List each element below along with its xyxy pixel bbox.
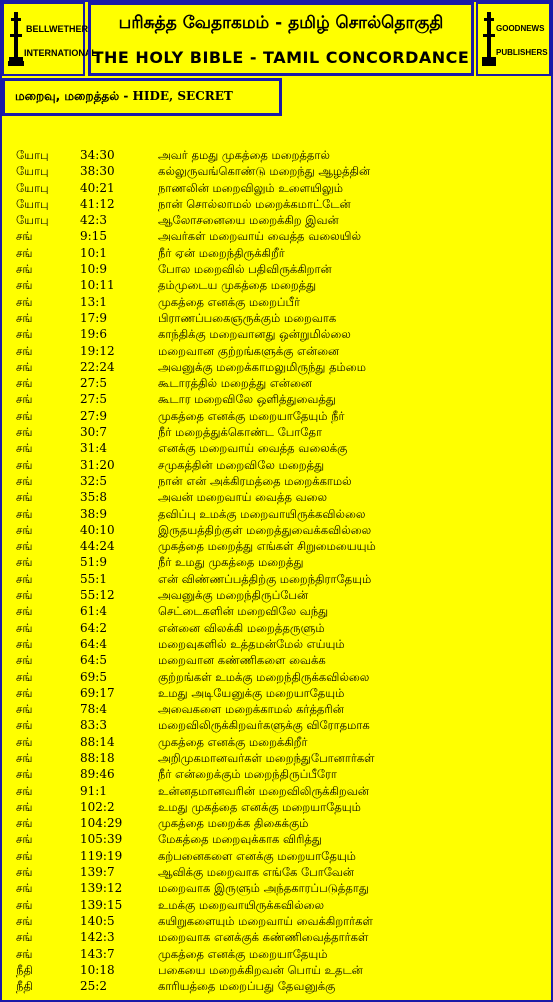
- list-item: [0, 180, 553, 196]
- list-item: [0, 326, 553, 342]
- list-item: [0, 962, 553, 978]
- list-item: [0, 277, 553, 293]
- verse-excerpt: உன்னதமானவரின் மறைவிலிருக்கிறவன்: [158, 783, 369, 798]
- book-name: சங்: [16, 506, 33, 521]
- book-name: சங்: [16, 294, 33, 309]
- verse-reference: 55:12: [80, 588, 115, 603]
- book-name: சங்: [16, 832, 33, 847]
- verse-reference: 102:2: [80, 799, 115, 814]
- list-item: [0, 897, 553, 913]
- list-item: [0, 245, 553, 261]
- book-name: சங்: [16, 245, 33, 260]
- verse-reference: 25:2: [80, 979, 107, 994]
- verse-excerpt: காரியத்தை மறைப்பது தேவனுக்கு: [158, 979, 336, 994]
- list-item: [0, 473, 553, 489]
- verse-reference: 105:39: [80, 832, 123, 847]
- verse-reference: 69:17: [80, 685, 115, 700]
- verse-reference: 17:9: [80, 310, 107, 325]
- list-item: [0, 343, 553, 359]
- book-name: சங்: [16, 897, 33, 912]
- book-name: சங்: [16, 913, 33, 928]
- book-name: சங்: [16, 441, 33, 456]
- verse-reference: 9:15: [80, 229, 107, 244]
- book-name: சங்: [16, 376, 33, 391]
- verse-reference: 64:4: [80, 636, 107, 651]
- book-name: நீதி: [16, 962, 33, 977]
- book-name: சங்: [16, 571, 33, 586]
- list-item: [0, 750, 553, 766]
- verse-excerpt: சமுகத்தின் மறைவிலே மறைத்து: [158, 457, 325, 472]
- list-item: [0, 685, 553, 701]
- verse-reference: 139:12: [80, 881, 123, 896]
- verse-excerpt: நான் என் அக்கிரமத்தை மறைக்காமல்: [158, 473, 352, 488]
- verse-reference: 34:30: [80, 148, 115, 162]
- verse-excerpt: நீர் உமது முகத்தை மறைத்து: [158, 555, 304, 570]
- verse-excerpt: என்னை விலக்கி மறைத்தருளும்: [158, 620, 325, 635]
- verse-reference: 10:18: [80, 962, 115, 977]
- verse-excerpt: போல மறைவில் பதிவிருக்கிறான்: [158, 262, 332, 277]
- verse-excerpt: அவைகளை மறைக்காமல் கர்த்தரின்: [158, 702, 344, 717]
- list-item: [0, 554, 553, 570]
- verse-excerpt: என் விண்ணப்பத்திற்கு மறைந்திராதேயும்: [158, 571, 372, 586]
- topic-heading: [15, 89, 233, 105]
- verse-reference: 139:15: [80, 897, 123, 912]
- verse-excerpt: குற்றங்கள் உமக்கு மறைந்திருக்கவில்லை: [158, 669, 370, 684]
- lamp-stand-icon: [482, 10, 496, 72]
- verse-reference: 10:9: [80, 262, 107, 277]
- book-name: சங்: [16, 685, 33, 700]
- verse-excerpt: மேகத்தை மறைவுக்காக விரித்து: [158, 832, 322, 847]
- list-item: [0, 669, 553, 685]
- book-name: சங்: [16, 930, 33, 945]
- book-name: சங்: [16, 734, 33, 749]
- list-item: [0, 946, 553, 962]
- verse-reference: 41:12: [80, 196, 115, 211]
- book-name: யோபு: [16, 164, 49, 179]
- verse-excerpt: கற்பனைகளை எனக்கு மறையாதேயும்: [158, 848, 356, 863]
- list-item: [0, 391, 553, 407]
- book-name: சங்: [16, 946, 33, 961]
- list-item: [0, 457, 553, 473]
- verse-excerpt: அவன் மறைவாய் வைத்த வலை: [158, 490, 328, 505]
- verse-reference: 27:5: [80, 392, 107, 407]
- topic-english: HIDE, SECRET: [132, 89, 233, 103]
- verse-reference: 89:46: [80, 767, 115, 782]
- book-name: சங்: [16, 278, 33, 293]
- verse-excerpt: முகத்தை எனக்கு மறையாதேயும்: [158, 946, 328, 961]
- verse-excerpt: இருதயத்திற்குள் மறைத்துவைக்கவில்லை: [158, 522, 372, 537]
- book-name: சங்: [16, 262, 33, 277]
- verse-reference: 27:5: [80, 376, 107, 391]
- book-name: நீதி: [16, 979, 33, 994]
- verse-excerpt: ஆவிக்கு மறைவாக எங்கே போவேன்: [158, 865, 355, 880]
- verse-reference: 140:5: [80, 913, 115, 928]
- list-item: [0, 359, 553, 375]
- verse-reference: 30:7: [80, 425, 107, 440]
- verse-reference: 10:11: [80, 278, 115, 293]
- verse-excerpt: உமது முகத்தை எனக்கு மறையாதேயும்: [158, 799, 361, 814]
- verse-reference: 35:8: [80, 490, 107, 505]
- verse-excerpt: மறைவாக இருளும் அந்தகாரப்படுத்தாது: [158, 881, 369, 896]
- list-item: [0, 571, 553, 587]
- book-name: சங்: [16, 881, 33, 896]
- verse-excerpt: கூடார மறைவிலே ஒளித்துவைத்து: [158, 392, 336, 407]
- book-name: சங்: [16, 539, 33, 554]
- list-item: [0, 489, 553, 505]
- book-name: சங்: [16, 588, 33, 603]
- book-name: சங்: [16, 555, 33, 570]
- verse-reference: 64:5: [80, 653, 107, 668]
- book-name: சங்: [16, 392, 33, 407]
- topic-tamil: மறைவு, மறைத்தல் -: [15, 89, 129, 103]
- verse-reference: 139:7: [80, 865, 115, 880]
- concordance-list: [0, 147, 553, 994]
- list-item: [0, 424, 553, 440]
- verse-excerpt: உமக்கு மறைவாயிருக்கவில்லை: [158, 897, 325, 912]
- list-item: [0, 717, 553, 733]
- list-item: [0, 212, 553, 228]
- verse-excerpt: முகத்தை எனக்கு மறையாதேயும் நீர்: [158, 408, 345, 423]
- verse-excerpt: மறைவிலிருக்கிறவர்களுக்கு விரோதமாக: [158, 718, 370, 733]
- book-name: சங்: [16, 359, 33, 374]
- list-item: [0, 831, 553, 847]
- list-item: [0, 408, 553, 424]
- book-name: சங்: [16, 490, 33, 505]
- book-name: யோபு: [16, 148, 49, 162]
- book-name: சங்: [16, 327, 33, 342]
- book-name: சங்: [16, 343, 33, 358]
- verse-reference: 40:10: [80, 522, 115, 537]
- list-item: [0, 261, 553, 277]
- verse-excerpt: அவனுக்கு மறைக்காமலுமிருந்து தம்மை: [158, 359, 366, 374]
- verse-reference: 19:6: [80, 327, 107, 342]
- book-name: யோபு: [16, 180, 49, 195]
- list-item: [0, 864, 553, 880]
- verse-reference: 143:7: [80, 946, 115, 961]
- verse-reference: 13:1: [80, 294, 107, 309]
- list-item: [0, 929, 553, 945]
- book-name: சங்: [16, 865, 33, 880]
- list-item: [0, 978, 553, 994]
- verse-excerpt: கயிறுகளையும் மறைவாய் வைக்கிறார்கள்: [158, 913, 373, 928]
- book-name: சங்: [16, 669, 33, 684]
- list-item: [0, 196, 553, 212]
- goodnews-logo: [476, 2, 551, 76]
- verse-excerpt: அவர்கள் மறைவாய் வைத்த வலையில்: [158, 229, 361, 244]
- book-name: சங்: [16, 702, 33, 717]
- verse-reference: 142:3: [80, 930, 115, 945]
- topic-box: [2, 78, 282, 116]
- book-name: சங்: [16, 408, 33, 423]
- logo-right-line1: GOODNEWS: [496, 24, 545, 33]
- verse-reference: 44:24: [80, 539, 115, 554]
- book-name: சங்: [16, 604, 33, 619]
- verse-excerpt: மறைவான குற்றங்களுக்கு என்னை: [158, 343, 340, 358]
- verse-excerpt: அறிமுகமானவர்கள் மறைந்துபோனார்கள்: [158, 750, 375, 765]
- verse-excerpt: செட்டைகளின் மறைவிலே வந்து: [158, 604, 329, 619]
- book-name: சங்: [16, 783, 33, 798]
- book-name: சங்: [16, 310, 33, 325]
- list-item: [0, 603, 553, 619]
- book-name: சங்: [16, 457, 33, 472]
- verse-excerpt: காந்திக்கு மறைவானது ஒன்றுமில்லை: [158, 327, 351, 342]
- title-english: THE HOLY BIBLE - TAMIL CONCORDANCE: [92, 48, 470, 67]
- verse-reference: 22:24: [80, 359, 115, 374]
- book-name: சங்: [16, 718, 33, 733]
- verse-reference: 38:30: [80, 164, 115, 179]
- list-item: [0, 880, 553, 896]
- verse-reference: 64:2: [80, 620, 107, 635]
- verse-reference: 55:1: [80, 571, 107, 586]
- verse-reference: 91:1: [80, 783, 107, 798]
- verse-reference: 32:5: [80, 473, 107, 488]
- verse-reference: 31:4: [80, 441, 107, 456]
- book-name: சங்: [16, 522, 33, 537]
- bellwether-logo: [2, 2, 97, 76]
- verse-excerpt: ஆலோசனையை மறைக்கிற இவன்: [158, 213, 339, 228]
- list-item: [0, 799, 553, 815]
- list-item: [0, 783, 553, 799]
- verse-excerpt: முகத்தை மறைத்து எங்கள் சிறுமையையும்: [158, 539, 376, 554]
- verse-reference: 119:19: [80, 848, 123, 863]
- verse-excerpt: நீர் ஏன் மறைந்திருக்கிறீர்: [158, 245, 285, 260]
- logo-left-line1: BELLWETHER: [26, 24, 88, 34]
- list-item: [0, 913, 553, 929]
- verse-reference: 40:21: [80, 180, 115, 195]
- verse-reference: 78:4: [80, 702, 107, 717]
- book-name: சங்: [16, 750, 33, 765]
- verse-excerpt: நாணலின் மறைவிலும் உளையிலும்: [158, 180, 343, 195]
- verse-excerpt: எனக்கு மறைவாய் வைத்த வலைக்கு: [158, 441, 348, 456]
- verse-excerpt: உமது அடியேனுக்கு மறையாதேயும்: [158, 685, 345, 700]
- verse-reference: 10:1: [80, 245, 107, 260]
- verse-excerpt: நான் சொல்லாமல் மறைக்கமாட்டேன்: [158, 196, 351, 211]
- list-item: [0, 506, 553, 522]
- verse-excerpt: நீர் என்றைக்கும் மறைந்திருப்பீரோ: [158, 767, 337, 782]
- list-item: [0, 294, 553, 310]
- list-item: [0, 766, 553, 782]
- verse-excerpt: தம்முடைய முகத்தை மறைத்து: [158, 278, 317, 293]
- book-name: சங்: [16, 229, 33, 244]
- verse-excerpt: கூடாரத்தில் மறைத்து என்னை: [158, 376, 312, 391]
- verse-excerpt: முகத்தை எனக்கு மறைக்கிறீர்: [158, 734, 308, 749]
- verse-excerpt: அவர் தமது முகத்தை மறைத்தால்: [158, 148, 330, 162]
- book-name: சங்: [16, 653, 33, 668]
- verse-reference: 42:3: [80, 213, 107, 228]
- verse-reference: 69:5: [80, 669, 107, 684]
- list-item: [0, 147, 553, 163]
- verse-reference: 38:9: [80, 506, 107, 521]
- title-box: [88, 2, 474, 76]
- verse-excerpt: கல்லுருவங்கொண்டு மறைந்து ஆழத்தின்: [158, 164, 371, 179]
- list-item: [0, 620, 553, 636]
- list-item: [0, 815, 553, 831]
- verse-reference: 83:3: [80, 718, 107, 733]
- book-name: சங்: [16, 636, 33, 651]
- list-item: [0, 701, 553, 717]
- verse-reference: 19:12: [80, 343, 115, 358]
- book-name: யோபு: [16, 213, 49, 228]
- logo-right-line2: PUBLISHERS: [496, 48, 548, 57]
- verse-reference: 61:4: [80, 604, 107, 619]
- verse-reference: 88:14: [80, 734, 115, 749]
- list-item: [0, 440, 553, 456]
- list-item: [0, 734, 553, 750]
- verse-reference: 27:9: [80, 408, 107, 423]
- verse-excerpt: தவிப்பு உமக்கு மறைவாயிருக்கவில்லை: [158, 506, 366, 521]
- list-item: [0, 163, 553, 179]
- logo-left-line2: INTERNATIONAL: [24, 48, 97, 58]
- book-name: சங்: [16, 425, 33, 440]
- book-name: சங்: [16, 799, 33, 814]
- list-item: [0, 636, 553, 652]
- book-name: சங்: [16, 767, 33, 782]
- book-name: சங்: [16, 620, 33, 635]
- title-tamil: பரிசுத்த வேதாகமம் - தமிழ் சொல்தொகுதி: [118, 13, 444, 33]
- list-item: [0, 310, 553, 326]
- verse-reference: 88:18: [80, 750, 115, 765]
- book-name: சங்: [16, 473, 33, 488]
- verse-excerpt: பிராணப்பகைஞருக்கும் மறைவாக: [158, 310, 337, 325]
- lamp-stand-icon: [8, 10, 24, 72]
- verse-excerpt: நீர் மறைத்துக்கொண்ட போதோ: [158, 425, 322, 440]
- verse-excerpt: மறைவான கண்ணிகளை வைக்க: [158, 653, 326, 668]
- verse-excerpt: முகத்தை மறைக்க திகைக்கும்: [158, 816, 309, 831]
- verse-excerpt: பகையை மறைக்கிறவன் பொய் உதடன்: [158, 962, 363, 977]
- list-item: [0, 538, 553, 554]
- verse-excerpt: அவனுக்கு மறைந்திருப்பேன்: [158, 588, 309, 603]
- verse-reference: 104:29: [80, 816, 123, 831]
- book-name: சங்: [16, 816, 33, 831]
- book-name: யோபு: [16, 196, 49, 211]
- verse-excerpt: மறைவாக எனக்குக் கண்ணிவைத்தார்கள்: [158, 930, 369, 945]
- list-item: [0, 375, 553, 391]
- verse-reference: 31:20: [80, 457, 115, 472]
- list-item: [0, 848, 553, 864]
- verse-reference: 51:9: [80, 555, 107, 570]
- list-item: [0, 228, 553, 244]
- list-item: [0, 652, 553, 668]
- verse-excerpt: மறைவுகளில் உத்தமன்மேல் எய்யும்: [158, 636, 345, 651]
- book-name: சங்: [16, 848, 33, 863]
- list-item: [0, 587, 553, 603]
- verse-excerpt: முகத்தை எனக்கு மறைப்பீர்: [158, 294, 301, 309]
- list-item: [0, 522, 553, 538]
